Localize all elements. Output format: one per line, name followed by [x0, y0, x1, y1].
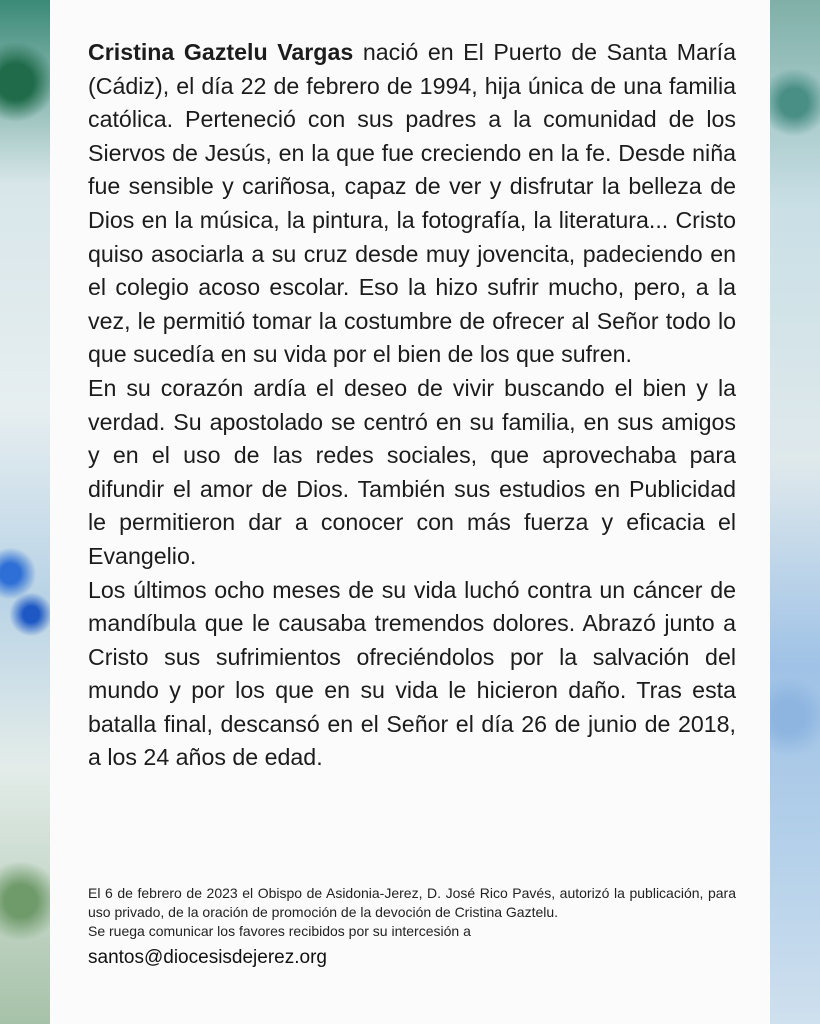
approval-note: El 6 de febrero de 2023 el Obispo de Asidonia-Jerez, D. José Rico Pavés, autorizó la publicación, para uso privado, de la oración de promoción de la devoción de Cristina Gaztelu.: [88, 885, 736, 920]
biography-paragraph-1: [88, 36, 736, 372]
biography-paragraph-3: Los últimos ocho meses de su vida luchó contra un cáncer de mandíbula que le causaba tremendos dolores. Abrazó junto a Cristo sus sufrimientos ofreciéndolos por la salvación del mundo y por los que en su vida le hicieron daño. Tras esta batalla final, descansó en el Señor el día 26 de junio de 2018, a los 24 años de edad.: [88, 576, 736, 771]
flower-background-left: [0, 0, 52, 1024]
biography-text: [88, 36, 736, 775]
prayer-card: [50, 0, 770, 1024]
subject-name: Cristina Gaztelu Vargas: [88, 39, 354, 65]
request-note: Se ruega comunicar los favores recibidos por su intercesión a: [88, 923, 471, 939]
contact-email: santos@diocesisdejerez.org: [88, 947, 327, 968]
footer-note: [88, 884, 736, 972]
biography-paragraph-2: En su corazón ardía el deseo de vivir buscando el bien y la verdad. Su apostolado se centró en su familia, en sus amigos y en el uso de las redes sociales, que aprovechaba para difundir el amor de Dios. También sus estudios en Publicidad le permitieron dar a conocer con más fuerza y eficacia el Evangelio.: [88, 374, 736, 569]
paragraph-1-body: nació en El Puerto de Santa María (Cádiz), el día 22 de febrero de 1994, hija única de una familia católica. Perteneció con sus padres a la comunidad de los Siervos de Jesús, en la que fue creciendo en la fe. Desde niña fue sensible y cariñosa, capaz de ver y disfrutar la belleza de Dios en la música, la pintura, la fotografía, la literatura... Cristo quiso asociarla a su cruz desde muy jovencita, padeciendo en el colegio acoso escolar. Eso la hizo sufrir mucho, pero, a la vez, le permitió tomar la costumbre de ofrecer al Señor todo lo que sucedía en su vida por el bien de los que sufren.: [88, 39, 736, 368]
flower-background-right: [768, 0, 820, 1024]
